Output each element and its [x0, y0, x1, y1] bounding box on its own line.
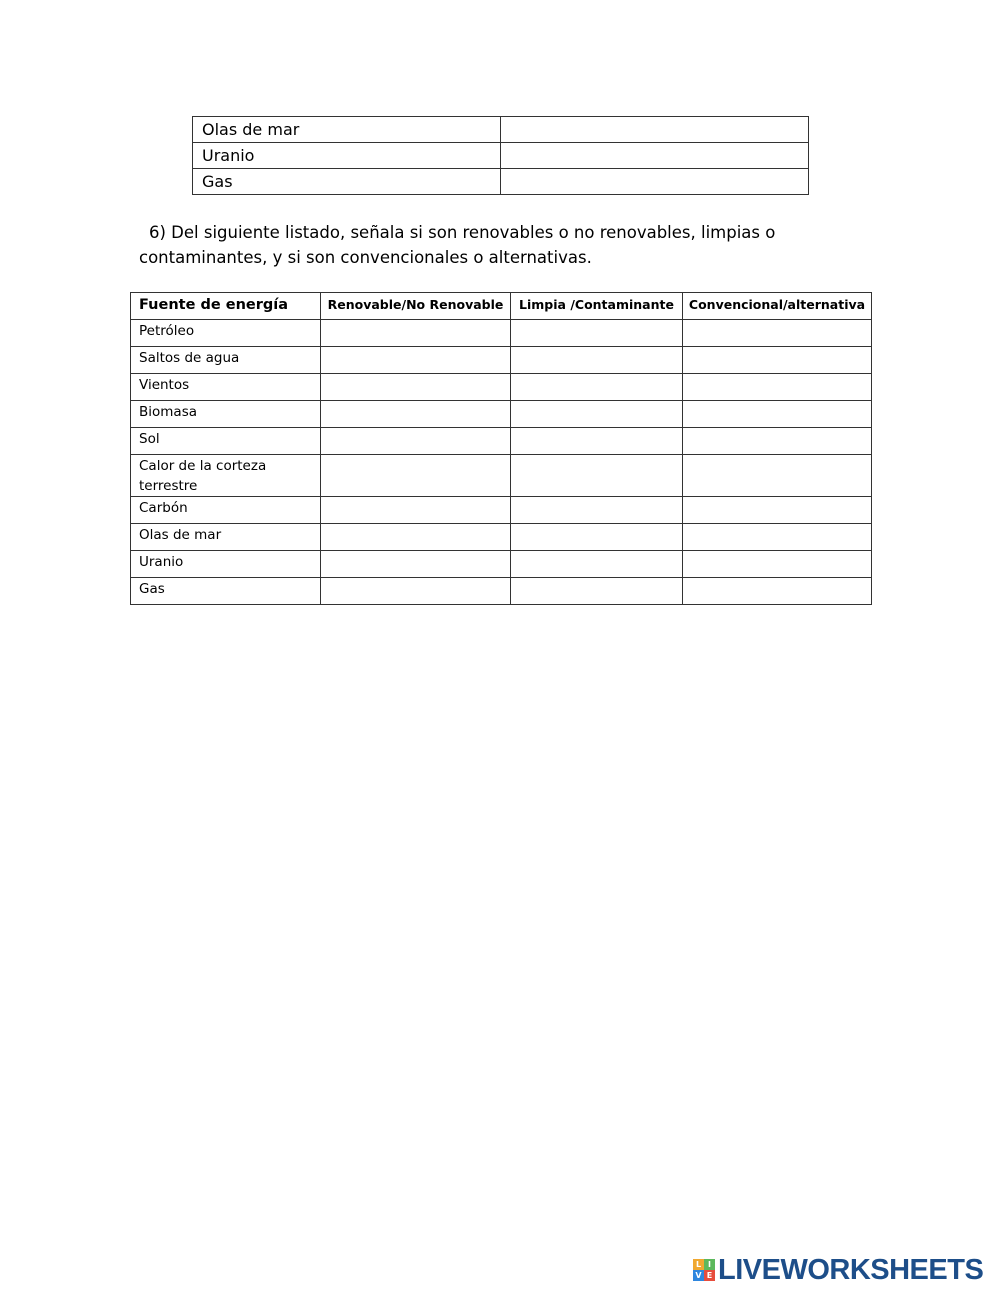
column-header-renewable: Renovable/No Renovable — [321, 293, 511, 320]
renewable-answer-cell[interactable] — [321, 320, 511, 347]
renewable-answer-cell[interactable] — [321, 497, 511, 524]
renewable-answer-cell[interactable] — [321, 551, 511, 578]
logo-wordmark: LIVEWORKSHEETS — [718, 1254, 984, 1286]
renewable-answer-cell[interactable] — [321, 428, 511, 455]
answer-cell[interactable] — [501, 117, 809, 143]
table-row — [131, 455, 872, 497]
renewable-answer-cell[interactable] — [321, 455, 511, 497]
energy-source-cell: Uranio — [131, 551, 321, 578]
logo-tile-e: E — [704, 1270, 715, 1281]
energy-source-cell: Gas — [193, 169, 501, 195]
clean-answer-cell[interactable] — [511, 497, 683, 524]
energy-source-cell: Sol — [131, 428, 321, 455]
energy-source-cell: Petróleo — [131, 320, 321, 347]
column-header-conventional: Convencional/alternativa — [683, 293, 872, 320]
conventional-answer-cell[interactable] — [683, 428, 872, 455]
table-row — [131, 374, 872, 401]
clean-answer-cell[interactable] — [511, 428, 683, 455]
clean-answer-cell[interactable] — [511, 524, 683, 551]
energy-classification-table — [130, 292, 872, 605]
liveworksheets-icon — [693, 1259, 715, 1281]
liveworksheets-logo — [693, 1256, 983, 1284]
table-row — [193, 143, 809, 169]
energy-source-cell: Carbón — [131, 497, 321, 524]
clean-answer-cell[interactable] — [511, 401, 683, 428]
renewable-answer-cell[interactable] — [321, 401, 511, 428]
column-header-source: Fuente de energía — [131, 293, 321, 320]
clean-answer-cell[interactable] — [511, 551, 683, 578]
conventional-answer-cell[interactable] — [683, 320, 872, 347]
clean-answer-cell[interactable] — [511, 320, 683, 347]
table-row — [131, 428, 872, 455]
renewable-answer-cell[interactable] — [321, 347, 511, 374]
conventional-answer-cell[interactable] — [683, 455, 872, 497]
energy-source-cell: Biomasa — [131, 401, 321, 428]
answer-cell[interactable] — [501, 143, 809, 169]
energy-source-cell: Calor de la corteza terrestre — [131, 455, 321, 497]
logo-tile-v: V — [693, 1270, 704, 1281]
conventional-answer-cell[interactable] — [683, 497, 872, 524]
conventional-answer-cell[interactable] — [683, 524, 872, 551]
answer-cell[interactable] — [501, 169, 809, 195]
column-header-clean: Limpia /Contaminante — [511, 293, 683, 320]
conventional-answer-cell[interactable] — [683, 401, 872, 428]
logo-tile-i: I — [704, 1259, 715, 1270]
conventional-answer-cell[interactable] — [683, 551, 872, 578]
clean-answer-cell[interactable] — [511, 347, 683, 374]
clean-answer-cell[interactable] — [511, 578, 683, 605]
clean-answer-cell[interactable] — [511, 374, 683, 401]
table-row — [193, 169, 809, 195]
previous-exercise-table — [192, 116, 809, 195]
question-instructions — [139, 220, 839, 270]
table-row — [131, 320, 872, 347]
question-line-2: contaminantes, y si son convencionales o alternativas. — [139, 248, 592, 267]
clean-answer-cell[interactable] — [511, 455, 683, 497]
energy-source-cell: Saltos de agua — [131, 347, 321, 374]
conventional-answer-cell[interactable] — [683, 578, 872, 605]
table-row — [131, 578, 872, 605]
question-line-1: 6) Del siguiente listado, señala si son renovables o no renovables, limpias o — [149, 223, 776, 242]
table-row — [193, 117, 809, 143]
conventional-answer-cell[interactable] — [683, 347, 872, 374]
logo-tile-l: L — [693, 1259, 704, 1270]
header-row — [131, 293, 872, 320]
renewable-answer-cell[interactable] — [321, 578, 511, 605]
renewable-answer-cell[interactable] — [321, 524, 511, 551]
table-row — [131, 524, 872, 551]
renewable-answer-cell[interactable] — [321, 374, 511, 401]
table-row — [131, 401, 872, 428]
energy-source-cell: Olas de mar — [131, 524, 321, 551]
table-row — [131, 497, 872, 524]
energy-source-cell: Vientos — [131, 374, 321, 401]
conventional-answer-cell[interactable] — [683, 374, 872, 401]
energy-source-cell: Uranio — [193, 143, 501, 169]
table-row — [131, 347, 872, 374]
table-row — [131, 551, 872, 578]
energy-source-cell: Gas — [131, 578, 321, 605]
energy-source-cell: Olas de mar — [193, 117, 501, 143]
